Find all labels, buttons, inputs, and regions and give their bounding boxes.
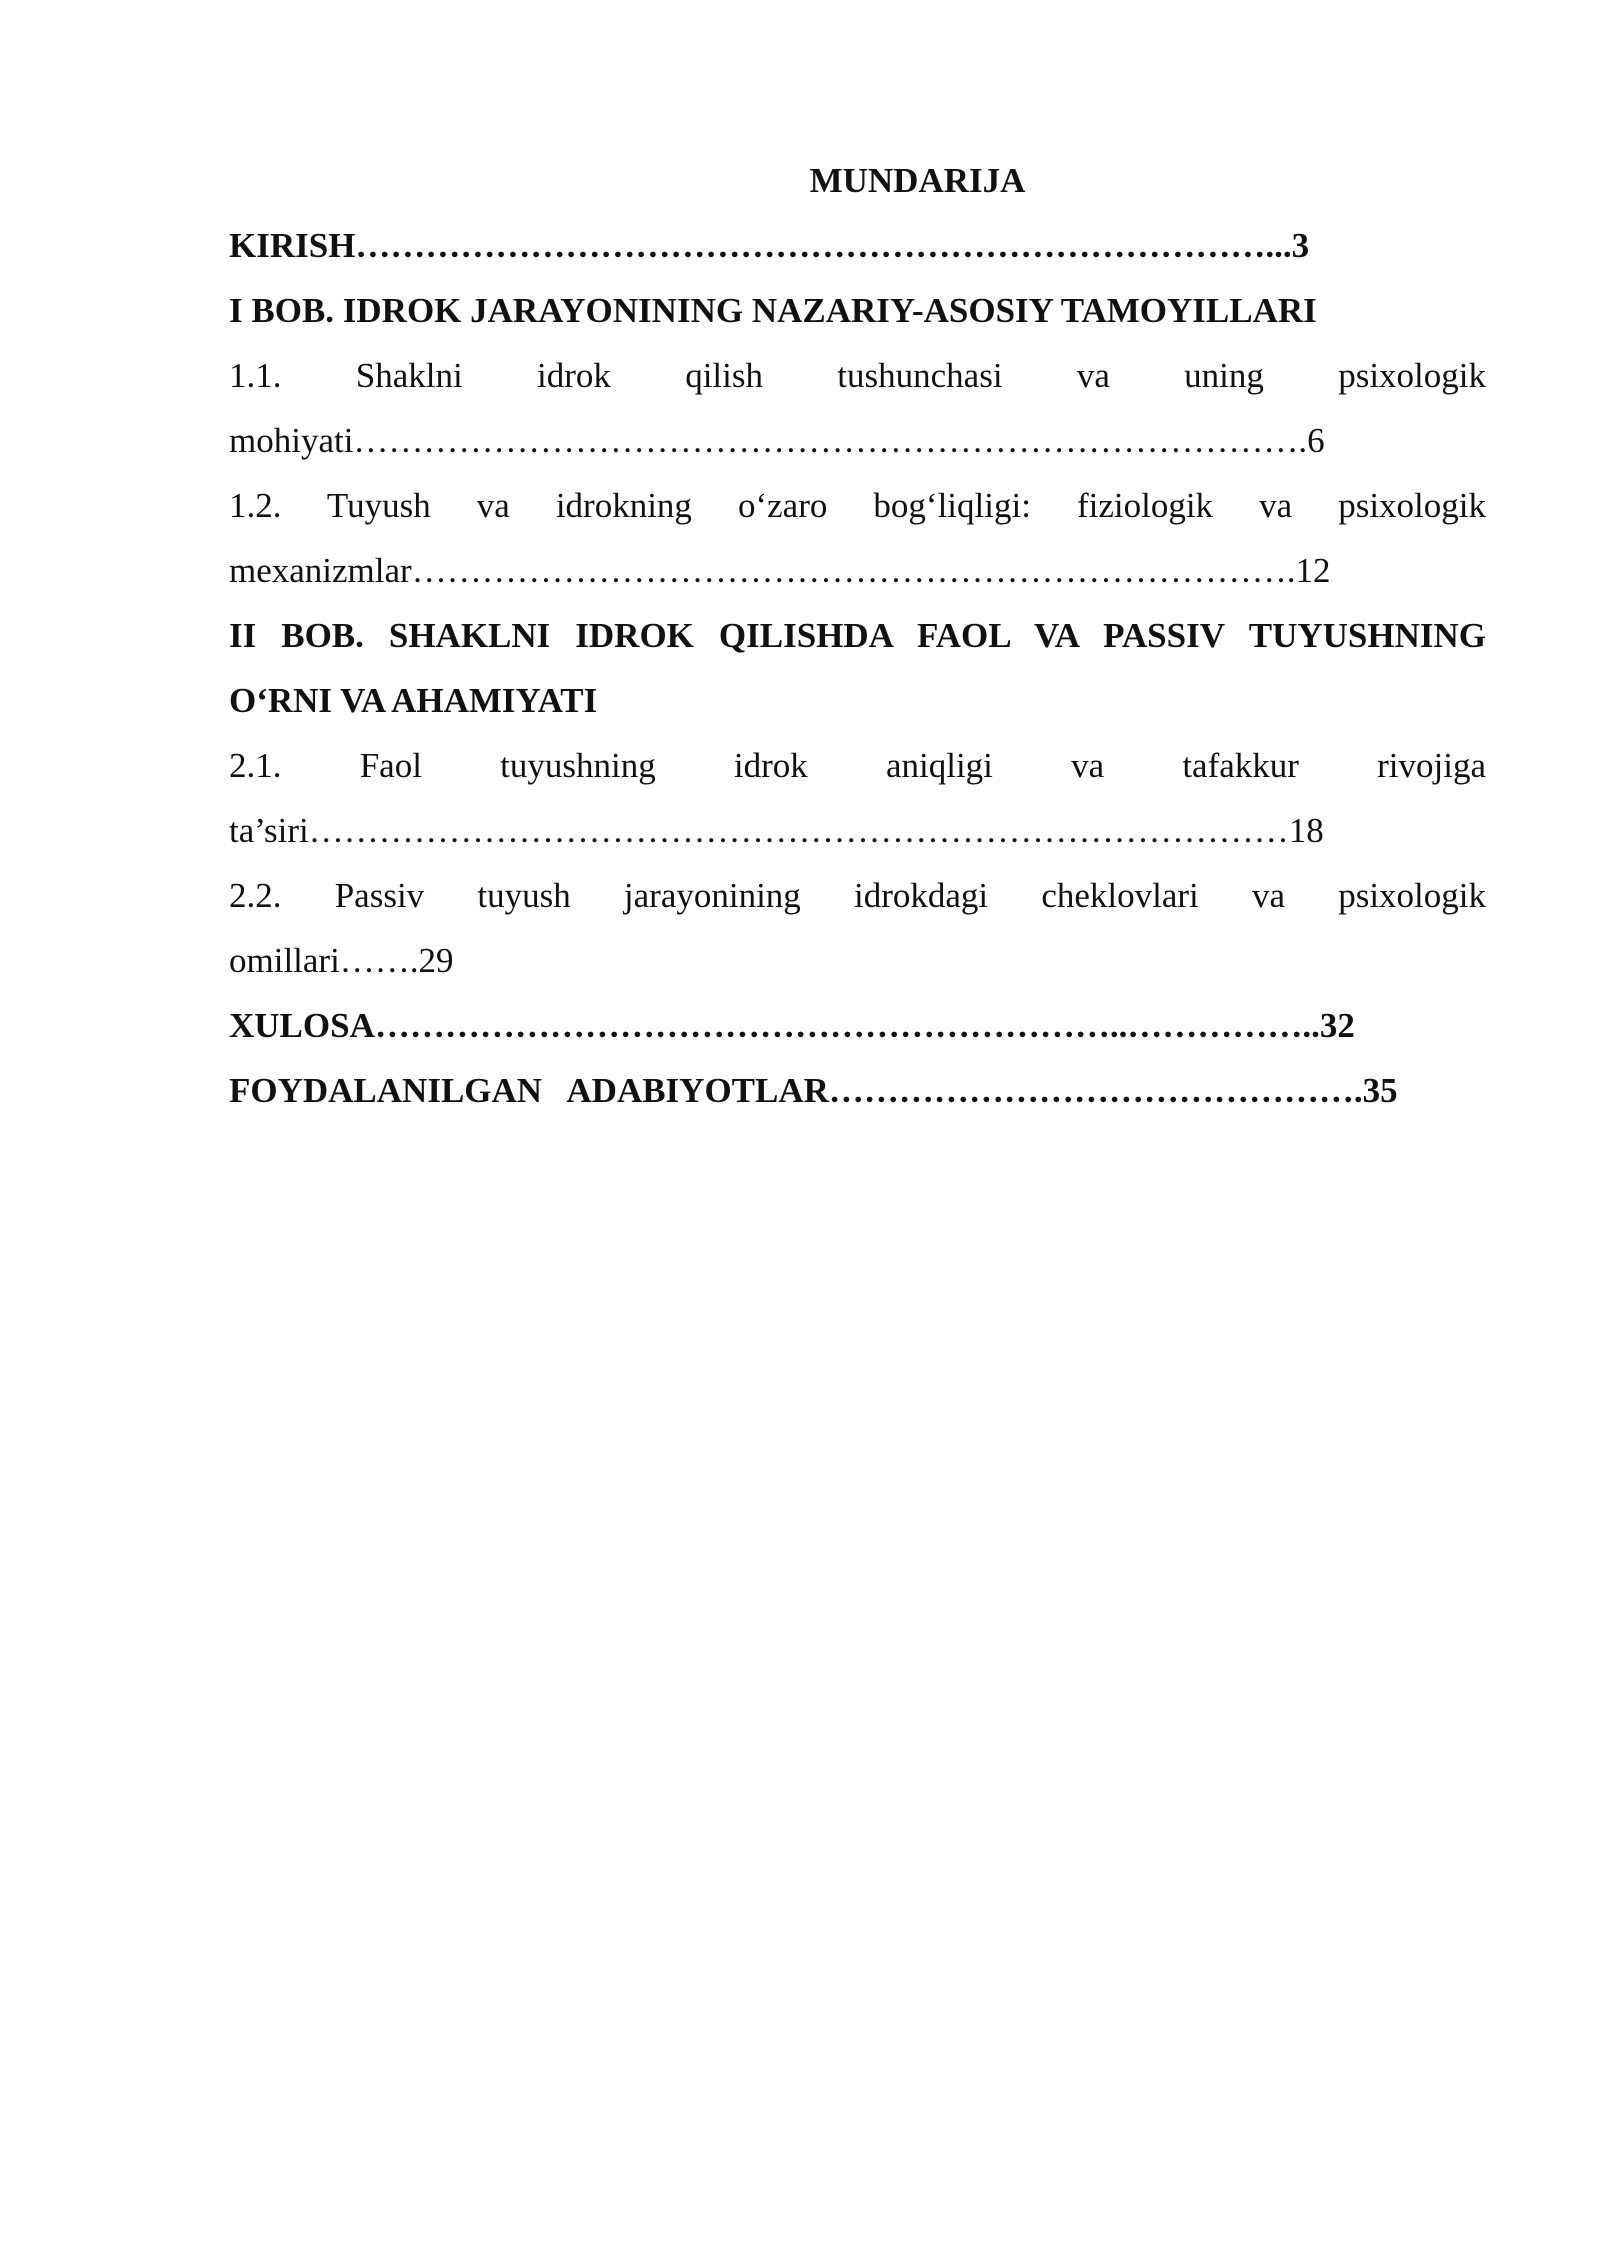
toc-entry-xulosa: XULOSA………………………………………………………..……………..32 <box>229 1006 1355 1045</box>
toc-entry-1-1-line-2: mohiyati……………………………………………………………………….6 <box>229 421 1325 460</box>
toc-entry-2-1-line-1: 2.1. Faol tuyushning idrok aniqligi va tafakkur rivojiga <box>229 746 1486 785</box>
toc-entry-2-2-line-2: omillari…….29 <box>229 941 454 980</box>
toc-entry-2-2-line-1: 2.2. Passiv tuyush jarayonining idrokdagi cheklovlari va psixologik <box>229 876 1486 915</box>
toc-entry-adabiyotlar: FOYDALANILGAN ADABIYOTLAR……………………………………….35 <box>229 1071 1398 1110</box>
toc-chapter-2-heading-line-1: II BOB. SHAKLNI IDROK QILISHDA FAOL VA PASSIV TUYUSHNING <box>229 616 1486 655</box>
toc-title: MUNDARIJA <box>809 161 1026 200</box>
toc-entry-1-1-line-1: 1.1. Shaklni idrok qilish tushunchasi va uning psixologik <box>229 356 1486 395</box>
toc-entry-kirish: KIRISH……………………………………………………………………...3 <box>229 226 1310 265</box>
table-of-contents <box>229 148 1486 1123</box>
toc-chapter-1-heading: I BOB. IDROK JARAYONINING NAZARIY-ASOSIY TAMOYILLARI <box>229 291 1317 330</box>
toc-entry-1-2-line-2: mexanizmlar………………………………………………………………….12 <box>229 551 1331 590</box>
toc-chapter-2-heading-line-2: O‘RNI VA AHAMIYATI <box>229 681 598 720</box>
toc-entry-1-2-line-1: 1.2. Tuyush va idrokning o‘zaro bog‘liqligi: fiziologik va psixologik <box>229 486 1486 525</box>
toc-entry-2-1-line-2: ta’siri…………………………………………………………………………18 <box>229 811 1324 850</box>
